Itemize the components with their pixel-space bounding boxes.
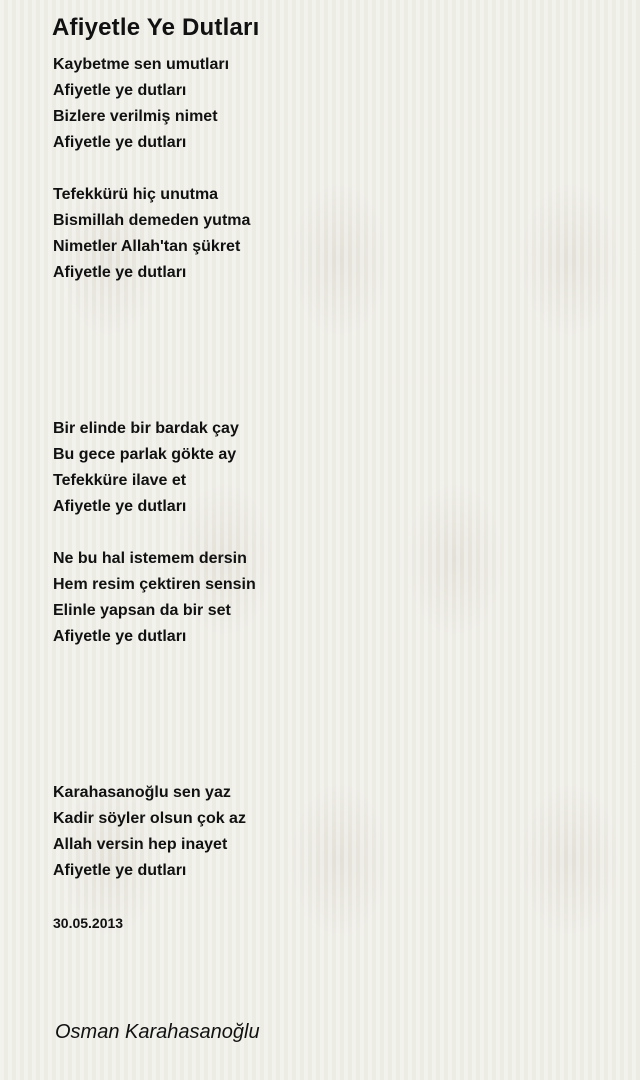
stanza-spacer — [53, 884, 613, 910]
poem-line: Afiyetle ye dutları — [53, 498, 187, 515]
poem-line: Bir elinde bir bardak çay — [53, 420, 239, 437]
poem-title: Afiyetle Ye Dutları — [52, 14, 260, 41]
poem-line: Kadir söyler olsun çok az — [53, 810, 246, 827]
stanza-spacer — [53, 520, 613, 546]
poem-body — [53, 52, 613, 936]
poem-line: Tefekkürü hiç unutma — [53, 186, 219, 203]
stanza-1 — [53, 52, 613, 156]
stanza-5 — [53, 780, 613, 884]
stanza-3 — [53, 416, 613, 520]
stanza-spacer — [53, 650, 613, 780]
poem-line: Afiyetle ye dutları — [53, 134, 187, 151]
poem-line: Afiyetle ye dutları — [53, 264, 187, 281]
poem-line: Ne bu hal istemem dersin — [53, 550, 247, 567]
stanza-4 — [53, 546, 613, 650]
poem-line: Nimetler Allah'tan şükret — [53, 238, 241, 255]
poem-line: Kaybetme sen umutları — [53, 56, 230, 73]
poem-line: Hem resim çektiren sensin — [53, 576, 256, 593]
poem-line: Allah versin hep inayet — [53, 836, 228, 853]
poem-line: Karahasanoğlu sen yaz — [53, 784, 231, 801]
poem-line: Afiyetle ye dutları — [53, 862, 187, 879]
poem-line: Afiyetle ye dutları — [53, 82, 187, 99]
poem-line: Bizlere verilmiş nimet — [53, 108, 218, 125]
poem-line: Bismillah demeden yutma — [53, 212, 251, 229]
poem-line: Tefekküre ilave et — [53, 472, 187, 489]
stanza-2 — [53, 182, 613, 286]
poem-line: Afiyetle ye dutları — [53, 628, 187, 645]
poem-date: 30.05.2013 — [53, 915, 124, 931]
poem-line: Bu gece parlak gökte ay — [53, 446, 237, 463]
stanza-spacer — [53, 286, 613, 416]
poem-line: Elinle yapsan da bir set — [53, 602, 231, 619]
stanza-spacer — [53, 156, 613, 182]
poem-author: Osman Karahasanoğlu — [55, 1021, 260, 1043]
